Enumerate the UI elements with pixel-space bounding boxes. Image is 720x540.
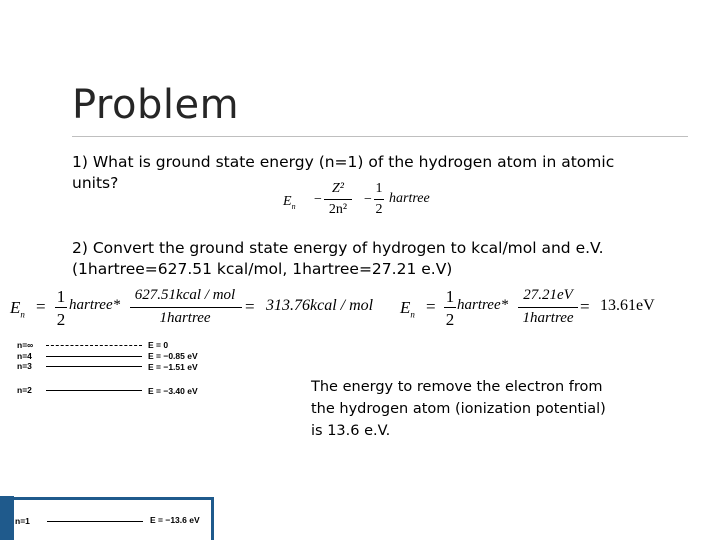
eq3-fraction-bar-1 — [444, 307, 456, 308]
slide-title: Problem — [72, 82, 240, 128]
eq1-fraction-bar-1 — [324, 199, 352, 200]
corner-accent — [0, 496, 14, 540]
eq1-e — [283, 194, 296, 211]
eq3-num2: 27.21eV — [523, 287, 573, 303]
eq2-num2: 627.51kcal / mol — [134, 287, 236, 303]
eq3-den1: 2 — [445, 310, 455, 329]
eq2-e — [10, 298, 25, 319]
eq2-result: 313.76kcal / mol — [266, 297, 374, 314]
eq1-num2: 1 — [375, 181, 383, 196]
level-line-n2 — [46, 390, 142, 391]
level-energy-n1: E = −13.6 eV — [150, 515, 200, 525]
level-label-n1: n=1 — [15, 516, 30, 526]
title-underline — [72, 136, 688, 137]
eq2-den1: 2 — [56, 310, 66, 329]
eq3-num1: 1 — [445, 287, 455, 306]
eq2-equals: = — [36, 297, 46, 316]
question-1: 1) What is ground state energy (n=1) of the hydrogen atom in atomic units? — [72, 153, 615, 192]
level-label-n4: n=4 — [17, 351, 32, 361]
eq3-result: 13.61eV — [600, 297, 655, 314]
level-line-n3 — [46, 366, 142, 367]
eq3-equals-2: = — [580, 297, 590, 316]
eq3-den2: 1hartree — [522, 310, 574, 326]
eq3-equals: = — [426, 297, 436, 316]
question-2: 2) Convert the ground state energy of hydrogen to kcal/mol and e.V. (1hartree=627.51 kcal/mol, 1hartree=27.21 e.V) — [72, 239, 604, 278]
eq2-e-text: E — [10, 298, 21, 317]
eq2-fraction-bar-1 — [55, 307, 67, 308]
eq1-den2: 2 — [375, 202, 383, 217]
eq1-sub: n — [291, 201, 296, 211]
eq2-equals-2: = — [245, 297, 255, 316]
eq1-unit: hartree — [389, 191, 430, 206]
eq1-den1: 2n² — [328, 202, 348, 217]
eq3-e — [400, 298, 415, 319]
level-energy-n-inf: E = 0 — [148, 340, 169, 350]
eq3-e-text: E — [400, 298, 411, 317]
level-label-n2: n=2 — [17, 385, 32, 395]
ground-level-panel — [14, 500, 211, 540]
eq2-mid: hartree* — [69, 297, 121, 313]
ionization-note: The energy to remove the electron from the hydrogen atom (ionization potential) is 13.6 e.V. — [311, 379, 606, 439]
level-label-n3: n=3 — [17, 361, 32, 371]
eq2-fraction-bar-2 — [130, 307, 242, 308]
level-energy-n4: E = −0.85 eV — [148, 351, 198, 361]
level-label-n-inf: n=∞ — [17, 340, 34, 350]
eq1-minus1: − — [314, 192, 322, 207]
level-line-n4 — [46, 356, 142, 357]
level-line-n1 — [47, 521, 143, 522]
eq2-num1: 1 — [56, 287, 66, 306]
eq2-sub: n — [20, 309, 25, 320]
eq3-sub: n — [410, 309, 415, 320]
level-energy-n2: E = −3.40 eV — [148, 386, 198, 396]
eq1-fraction-bar-2 — [374, 199, 384, 200]
eq3-fraction-bar-2 — [518, 307, 578, 308]
eq1-e-text: E — [283, 194, 292, 209]
eq1-num1: Z² — [332, 181, 344, 196]
level-energy-n3: E = −1.51 eV — [148, 362, 198, 372]
eq2-den2: 1hartree — [159, 310, 211, 326]
eq3-mid: hartree* — [457, 297, 509, 313]
eq1-minus2: − — [364, 192, 372, 207]
level-line-n-inf — [46, 345, 142, 346]
